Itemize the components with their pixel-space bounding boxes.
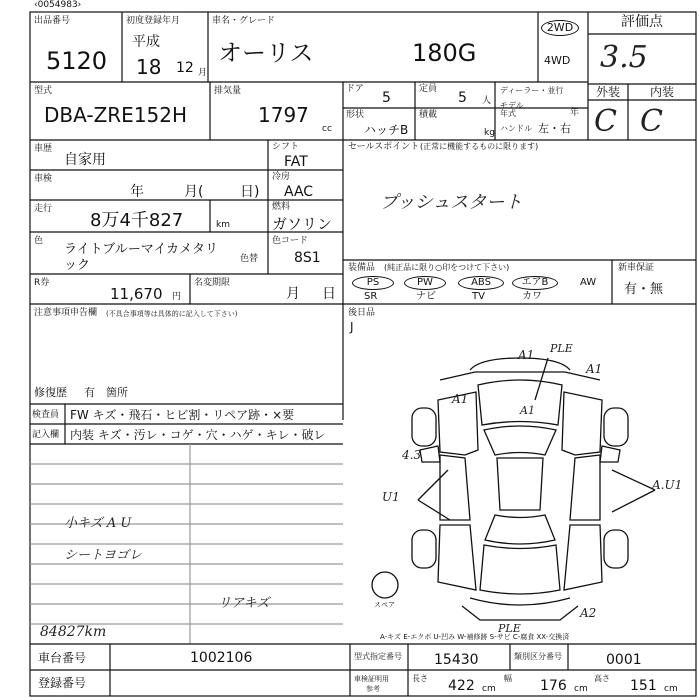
capacity-label: 定員 (419, 84, 438, 94)
chassis-label: 車台番号 (38, 651, 87, 665)
chassis-value: 1002106 (190, 650, 253, 666)
name-change-label: 名変期限 (194, 278, 231, 288)
height-value: 151 (630, 678, 657, 694)
equipment-tv: TV (472, 291, 485, 302)
first-registration-year: 18 (136, 55, 162, 79)
model-year-unit: 年 (570, 108, 580, 118)
displacement-value: 1797 (258, 103, 309, 127)
diagram-mark-a1-top: A1 (518, 348, 535, 362)
color-code-value: 8S1 (294, 250, 321, 266)
fuel-value: ガソリン (272, 215, 333, 233)
rear-accessory-label: 後日品 (348, 308, 376, 318)
shift-label: シフト (272, 142, 300, 152)
handle-label: ハンドル (500, 124, 532, 133)
displacement-label: 排気量 (214, 86, 242, 96)
shape-value: ハッチB (364, 123, 409, 137)
repair-value: 有 (84, 386, 95, 399)
caution-label: 注意事項申告欄 (34, 308, 98, 318)
car-diagram (372, 358, 655, 620)
name-change-day-unit: 日 (322, 286, 336, 302)
height-unit: cm (664, 684, 678, 694)
car-name-label: 車名・グレード (212, 16, 276, 26)
equipment-ps: PS (352, 276, 394, 290)
new-warranty-value: 有・無 (624, 282, 664, 297)
capacity-value: 5 (458, 90, 467, 106)
handwritten-note-1: 小キズ A U (64, 516, 132, 531)
fuel-label: 燃料 (272, 202, 291, 212)
equipment-note: (純正品に限り○印をつけて下さい) (384, 263, 510, 272)
diagram-mark-ple-top: PLE (550, 342, 573, 355)
mileage-label: 走行 (34, 204, 53, 214)
color-code-label: 色コード (272, 236, 309, 246)
height-label: 高さ (594, 674, 610, 683)
name-change-month-unit: 月 (286, 286, 300, 302)
interior-grade: C (640, 104, 663, 139)
lot-number: 5120 (46, 47, 108, 75)
equipment-airbag: エアB (512, 276, 558, 290)
exterior-label: 外装 (595, 85, 620, 99)
width-unit: cm (574, 684, 588, 694)
doors-label: ドア (346, 84, 364, 94)
color-line2: ック (64, 258, 91, 273)
spare-label: スペア (374, 601, 395, 609)
history-label: 車歴 (34, 144, 53, 154)
car-grade: 180G (412, 39, 477, 67)
sales-point-label: セールスポイント (348, 142, 420, 152)
equipment-abs: ABS (458, 276, 504, 290)
sales-point-value: プッシュスタート (380, 192, 523, 213)
model-code-label: 型式 (34, 86, 53, 96)
length-unit: cm (482, 684, 496, 694)
history-value: 自家用 (64, 152, 106, 168)
inspection-day-unit: 日) (240, 184, 260, 200)
lot-number-label: 出品番号 (34, 16, 71, 26)
width-value: 176 (540, 678, 567, 694)
mileage-unit: km (216, 220, 230, 230)
new-warranty-label: 新車保証 (618, 263, 655, 273)
equipment-label: 装備品 (348, 263, 376, 273)
diagram-mark-a1-left: A1 (452, 392, 469, 406)
vehicle-cert-sub: 参考 (366, 685, 380, 693)
mileage-value: 8万4千827 (90, 210, 184, 231)
length-label: 長さ (412, 674, 428, 683)
shift-value: FAT (284, 154, 308, 170)
model-code: DBA-ZRE152H (44, 103, 188, 127)
caution-note: (不具合事項等は具体的に記入して下さい) (106, 310, 238, 318)
diagram-mark-a1-hood: A1 (520, 404, 535, 417)
dealer-label: ディーラー・並行 (500, 86, 564, 95)
diagram-mark-a1-right: A1 (586, 362, 603, 376)
class-code-value: 0001 (606, 652, 642, 668)
repair-label: 修復歴 (34, 386, 67, 399)
damage-legend: A-キズ E-エクボ U-凹み W-補修跡 S-サビ C-腐食 XX-交換済 (380, 633, 570, 641)
repair-suffix: 箇所 (106, 386, 128, 399)
load-label: 積載 (419, 110, 438, 120)
equipment-pw: PW (404, 276, 446, 290)
class-code-label: 類別区分番号 (514, 652, 562, 661)
aircon-value: AAC (284, 184, 314, 200)
type-designation-value: 15430 (434, 652, 479, 668)
inspector-label-bottom: 記入欄 (32, 430, 60, 440)
handwritten-mileage: 84827km (40, 624, 107, 640)
type-designation-label: 型式指定番号 (354, 652, 402, 661)
diagram-mark-43: 4.3 (402, 448, 422, 462)
drive-4wd: 4WD (544, 54, 571, 67)
handwritten-note-3: リアキズ (218, 596, 270, 611)
drive-2wd-circled: 2WD (541, 20, 579, 36)
car-model-name: オーリス (218, 39, 314, 67)
vehicle-cert-label: 車検証明用 (354, 675, 389, 683)
top-id-fragment: ‹0054983› (34, 0, 82, 10)
equipment-navi: ナビ (416, 291, 436, 302)
first-registration-month: 12 (176, 60, 194, 76)
equipment-leather: カワ (522, 291, 542, 302)
color-line1: ライトブルーマイカメタリ (64, 242, 219, 257)
load-unit: kg (484, 128, 495, 138)
rear-accessory-value: J (350, 320, 354, 334)
sales-point-note: (正常に機能するものに限ります) (420, 142, 539, 151)
first-registration-era: 平成 (132, 34, 160, 50)
aircon-label: 冷房 (272, 172, 291, 182)
inspector-row2: 内装 キズ・汚レ・コゲ・穴・ハゲ・キレ・破レ (70, 428, 326, 442)
evaluation-score: 3.5 (600, 40, 648, 75)
first-registration-label: 初度登録年月 (126, 16, 181, 26)
recycle-value: 11,670 (110, 285, 163, 303)
displacement-unit: cc (322, 124, 332, 134)
recycle-label: R券 (34, 278, 50, 288)
interior-label: 内装 (649, 85, 674, 99)
width-label: 幅 (504, 674, 512, 683)
diagram-mark-au1-right: A.U1 (652, 478, 683, 492)
diagram-mark-u1-left: U1 (382, 490, 400, 504)
capacity-unit: 人 (482, 96, 492, 106)
inspection-month-unit: 月( (184, 184, 204, 200)
inspector-row1: FW キズ・飛石・ヒビ割・リペア跡・×要 (70, 408, 295, 422)
equipment-sr: SR (364, 291, 378, 302)
inspection-label: 車検 (34, 174, 53, 184)
repaint-label: 色替 (240, 254, 259, 264)
shape-label: 形状 (346, 110, 365, 120)
registration-label: 登録番号 (38, 676, 87, 690)
diagram-mark-ple-bottom: PLE (498, 622, 521, 635)
recycle-unit: 円 (172, 292, 182, 302)
exterior-grade: C (594, 104, 617, 139)
diagram-mark-a2: A2 (580, 606, 597, 620)
equipment-aw: AW (580, 277, 597, 288)
color-label: 色 (34, 236, 44, 246)
doors-value: 5 (382, 90, 391, 106)
handwritten-note-2: シートヨゴレ (64, 548, 143, 563)
evaluation-label: 評価点 (621, 14, 663, 30)
inspector-label-top: 検査員 (32, 410, 60, 420)
handle-value: 左・右 (538, 122, 571, 135)
first-registration-month-unit: 月 (198, 68, 208, 78)
length-value: 422 (448, 678, 475, 694)
model-year-label: モデル年式 (500, 101, 524, 118)
inspection-year-unit: 年 (130, 184, 144, 200)
